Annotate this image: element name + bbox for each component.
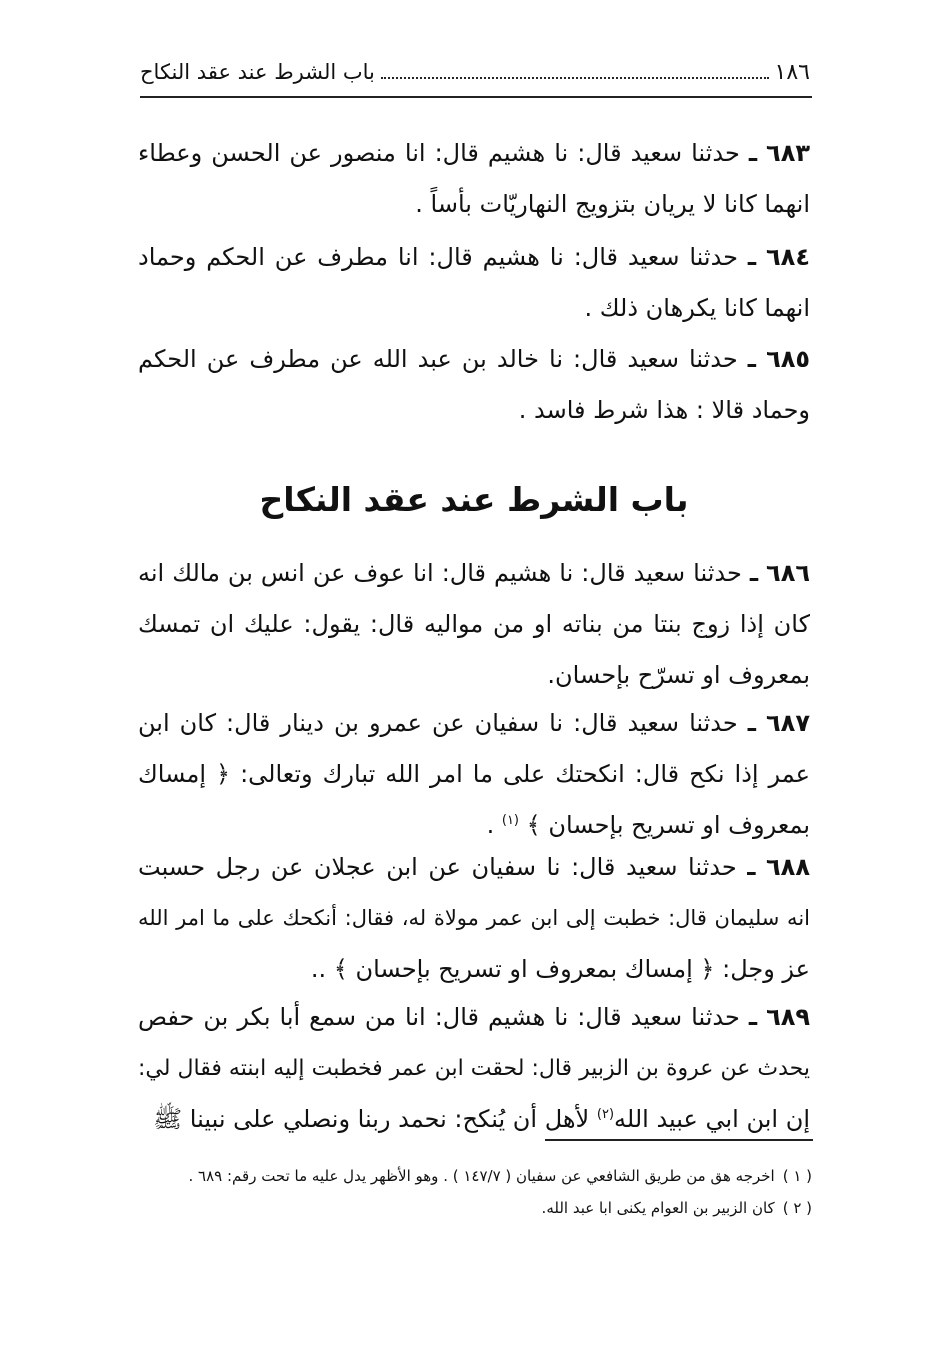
running-header — [140, 52, 810, 92]
entry-line: ٦٨٨ ـ حدثنا سعيد قال: نا سفيان عن ابن عجلان عن رجل حسبت — [138, 853, 810, 881]
entry-line: انهما كانا لا يريان بتزويج النهاريّات بأساً . — [415, 190, 810, 218]
hadith-entry-689 — [138, 992, 810, 1145]
entry-text: حدثنا سعيد قال: نا هشيم قال: انا منصور عن الحسن وعطاء — [138, 139, 740, 167]
entry-line: يحدث عن عروة بن الزبير قال: لحقت ابن عمر فخطبت إليه ابنته فقال لي: — [138, 1056, 810, 1081]
hadith-entry-686 — [138, 548, 810, 701]
footnote-text: اخرجه هق من طريق الشافعي عن سفيان ( ١٤٧/٧ ) . وهو الأظهر يدل عليه ما تحت رقم: ٦٨٩ . — [188, 1167, 775, 1185]
header-rule — [140, 96, 812, 98]
footnote-text: كان الزبير بن العوام يكنى ابا عبد الله. — [541, 1199, 775, 1217]
hadith-entry-685 — [138, 334, 810, 436]
hadith-entry-688 — [138, 842, 810, 995]
footnote-1 — [120, 1160, 812, 1192]
header-leader-dots — [381, 65, 769, 79]
entry-number: ٦٨٩ — [766, 1003, 810, 1031]
entry-line: ٦٨٥ ـ حدثنا سعيد قال: نا خالد بن عبد الله عن مطرف عن الحكم — [138, 345, 810, 373]
footnote-mark: ( ٢ ) — [782, 1199, 812, 1217]
hadith-entry-687 — [138, 698, 810, 851]
page-number: ١٨٦ — [774, 59, 810, 85]
footnote-ref-1[interactable]: (١) — [501, 813, 519, 828]
quran-quote: بمعروف او تسريح بإحسان ﴾ — [526, 811, 810, 839]
entry-line: ٦٨٩ ـ حدثنا سعيد قال: نا هشيم قال: انا من سمع أبا بكر بن حفص — [138, 1003, 810, 1031]
hadith-entry-684 — [138, 232, 810, 334]
entry-line — [138, 1094, 810, 1145]
entry-text: لأهل أن يُنكح: نحمد ربنا ونصلي على نبينا ﷺ — [153, 1105, 590, 1133]
entry-text: حدثنا سعيد قال: نا خالد بن عبد الله عن مطرف عن الحكم — [138, 345, 738, 373]
entry-line: كان إذا زوج بنتا من بناته او من مواليه قال: يقول: عليك ان تمسك — [138, 610, 810, 638]
running-header-title: باب الشرط عند عقد النكاح — [140, 60, 375, 84]
entry-line: انه سليمان قال: خطبت إلى ابن عمر مولاة له، فقال: أنكحك على ما امر الله — [138, 906, 810, 930]
entry-number: ٦٨٨ — [766, 853, 810, 881]
entry-line: عز وجل: ﴿ إمساك بمعروف او تسريح بإحسان ﴾ .. — [310, 955, 810, 983]
footnote-mark: ( ١ ) — [782, 1167, 812, 1185]
entry-number: ٦٨٥ — [766, 345, 810, 373]
entry-number: ٦٨٦ — [766, 559, 810, 587]
entry-line: وحماد قالا : هذا شرط فاسد . — [518, 396, 810, 424]
entry-number: ٦٨٧ — [766, 709, 810, 737]
entry-text: حدثنا سعيد قال: نا هشيم قال: انا من سمع أبا بكر بن حفص — [138, 1003, 740, 1031]
entry-text: حدثنا سعيد قال: نا هشيم قال: انا مطرف عن الحكم وحماد — [138, 243, 739, 271]
entry-text: حدثنا سعيد قال: نا هشيم قال: انا عوف عن انس بن مالك انه — [138, 559, 742, 587]
entry-text: إن ابن ابي عبيد الله — [614, 1105, 810, 1133]
entry-line: ٦٨٤ ـ حدثنا سعيد قال: نا هشيم قال: انا مطرف عن الحكم وحماد — [138, 243, 810, 271]
entry-line: بمعروف او تسرّح بإحسان. — [547, 661, 810, 689]
entry-line: عمر إذا نكح قال: انكحتك على ما امر الله تبارك وتعالى: ﴿ إمساك — [138, 760, 810, 788]
entry-line: ٦٨٧ ـ حدثنا سعيد قال: نا سفيان عن عمرو بن دينار قال: كان ابن — [138, 709, 810, 737]
entry-number: ٦٨٣ — [766, 139, 810, 167]
hadith-entry-683 — [138, 128, 810, 230]
footnote-rule — [545, 1139, 813, 1141]
entry-line: ٦٨٦ ـ حدثنا سعيد قال: نا هشيم قال: انا عوف عن انس بن مالك انه — [138, 559, 810, 587]
chapter-title: باب الشرط عند عقد النكاح — [259, 480, 689, 519]
end-period: . — [486, 811, 495, 839]
entry-text: حدثنا سعيد قال: نا سفيان عن ابن عجلان عن رجل حسبت — [138, 853, 737, 881]
footnote-2 — [120, 1192, 812, 1224]
footnotes — [120, 1160, 812, 1224]
footnote-ref-2[interactable]: (٢) — [596, 1107, 615, 1122]
entry-line: انهما كانا يكرهان ذلك . — [584, 294, 810, 322]
entry-number: ٦٨٤ — [766, 243, 810, 271]
entry-text: حدثنا سعيد قال: نا سفيان عن عمرو بن دينار قال: كان ابن — [138, 709, 738, 737]
entry-line: ٦٨٣ ـ حدثنا سعيد قال: نا هشيم قال: انا منصور عن الحسن وعطاء — [138, 139, 810, 167]
